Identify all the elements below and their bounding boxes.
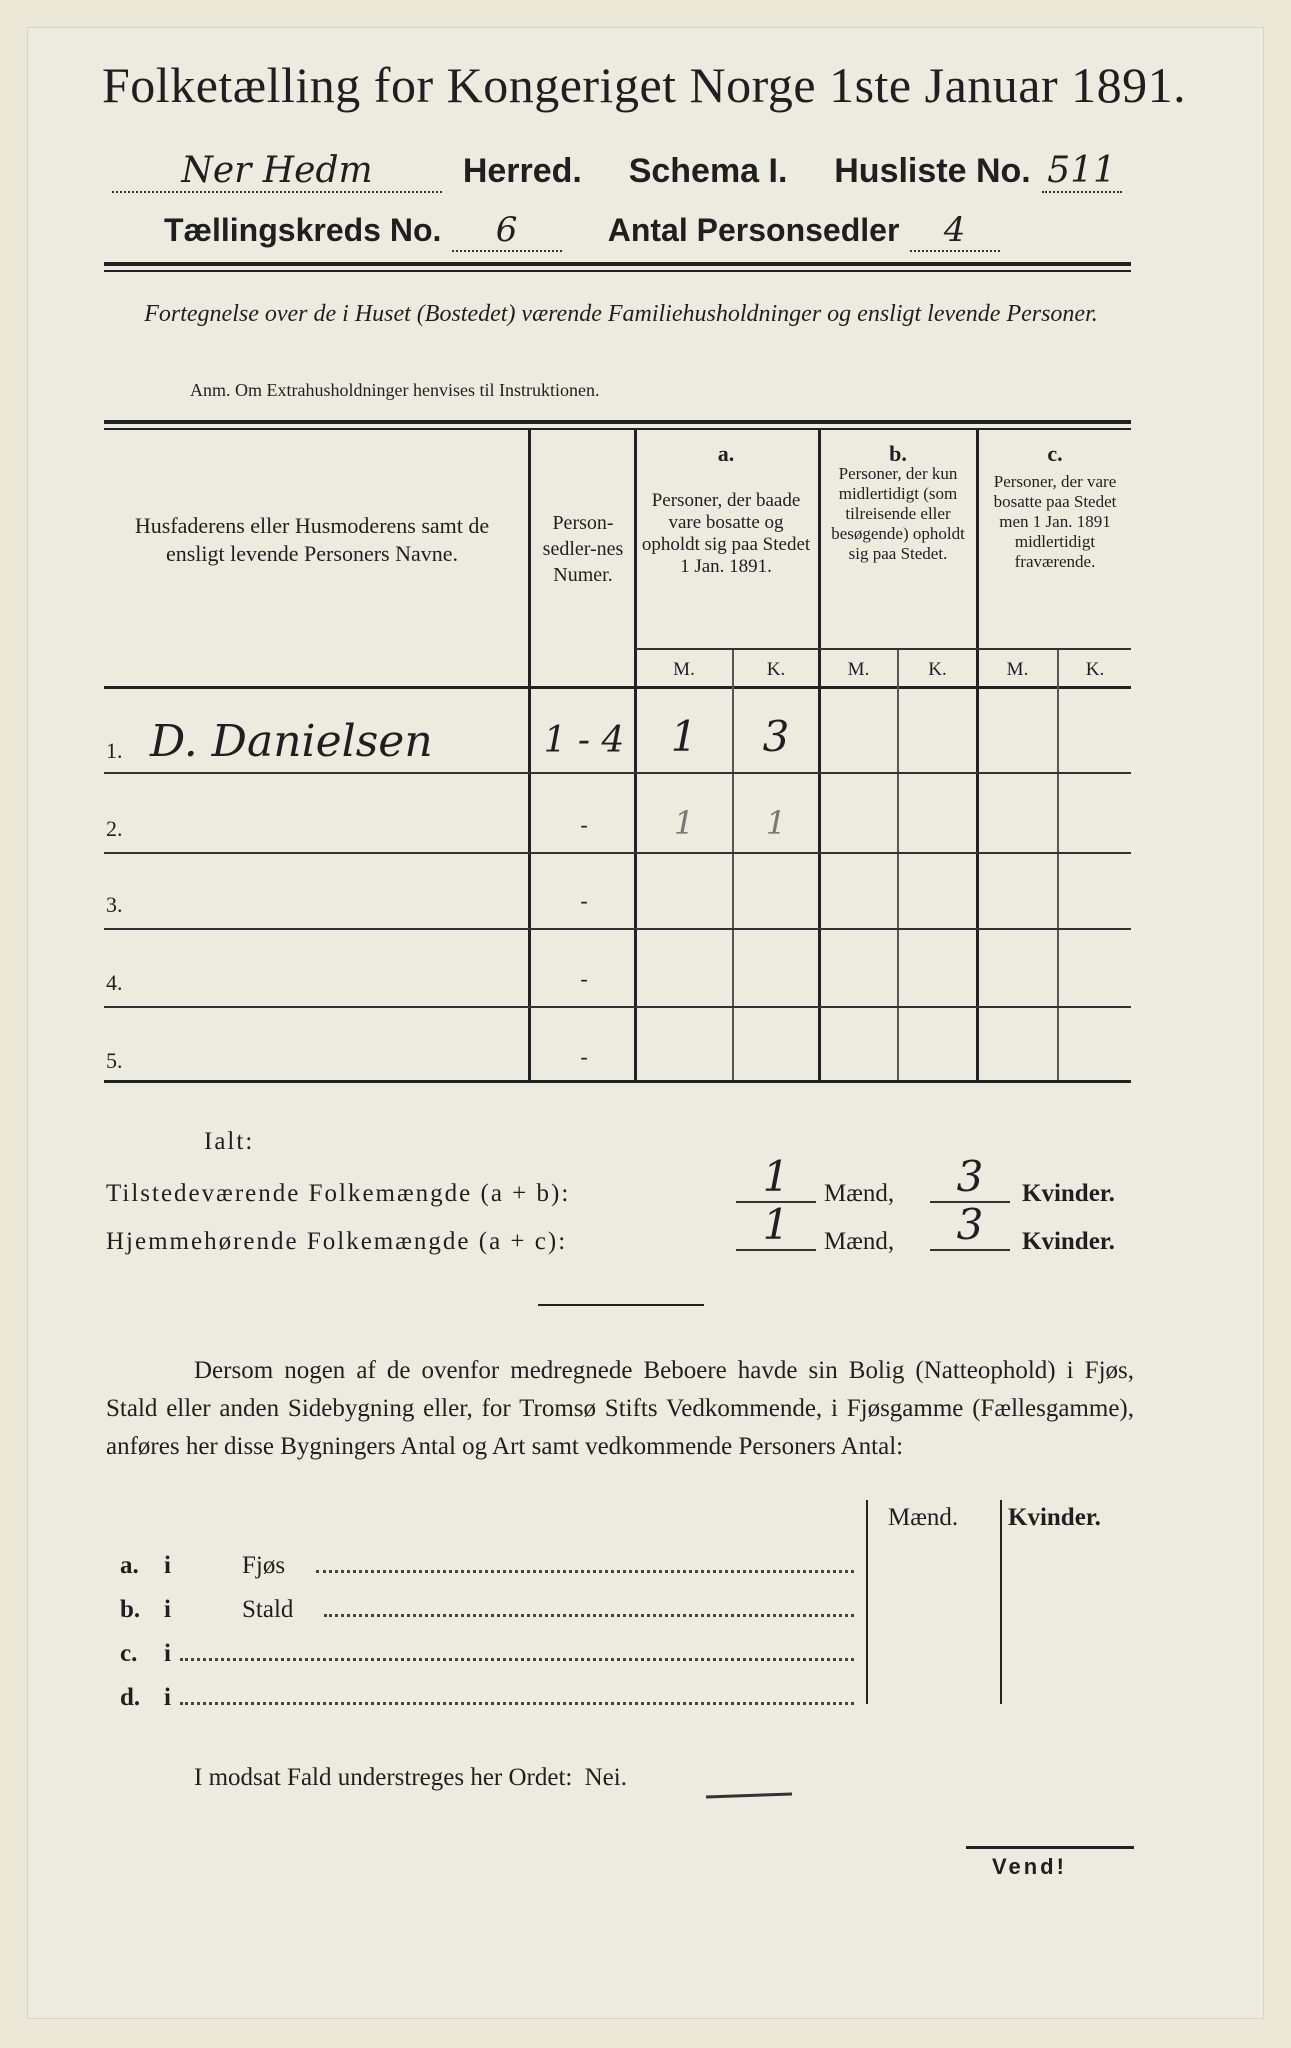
row-numer: - xyxy=(580,812,588,837)
building-leader xyxy=(316,1570,854,1573)
modsat-text xyxy=(194,1764,627,1792)
building-letter: a. xyxy=(120,1552,139,1579)
intro-text: Fortegnelse over de i Huset (Bostedet) værende Familiehusholdninger og ensligt levende Personer. xyxy=(144,301,1098,327)
modsat-label: I modsat Fald understreges her Ordet: xyxy=(194,1764,573,1791)
hjemme-maend-label: Mænd, xyxy=(824,1228,895,1255)
row-line-1 xyxy=(104,772,1131,774)
row-a-k: 3 xyxy=(762,712,790,761)
buildings-divider-1 xyxy=(866,1500,868,1704)
building-label: Fjøs xyxy=(242,1552,286,1579)
col-header-numer: Person-sedler-nes Numer. xyxy=(542,512,624,586)
row-line-3 xyxy=(104,928,1131,930)
tilstede-label: Tilstedeværende Folkemængde (a + b): xyxy=(106,1180,571,1207)
tilstede-kvinder-label: Kvinder. xyxy=(1022,1180,1115,1207)
col-divider-4 xyxy=(976,430,979,1082)
building-prefix: i xyxy=(164,1640,171,1667)
building-leader xyxy=(180,1702,854,1705)
sidebygning-paragraph: Dersom nogen af de ovenfor medregnede Beboere havde sin Bolig (Natteophold) i Fjøs, Stald eller anden Sidebygning eller, for Tromsø Stifts Vedkommende, i Fjøsgamme (Fællesgamme), anføres her disse Bygningers Antal og Art samt vedkommende Personers Antal: xyxy=(106,1357,1134,1460)
buildings-kvinder-header: Kvinder. xyxy=(1008,1504,1101,1531)
col-divider-3 xyxy=(818,430,821,1082)
herred-name: Ner Hedm xyxy=(112,150,442,193)
col-header-names: Husfaderens eller Husmoderens samt de ensligt levende Personers Navne. xyxy=(134,513,490,566)
col-header-c-letter: c. xyxy=(1047,441,1063,466)
col-header-b-letter: b. xyxy=(889,441,907,466)
header-rule-bottom xyxy=(104,270,1131,272)
col-header-b: Personer, der kun midlertidigt (som tilreisende eller besøgende) opholdt sig paa Stedet. xyxy=(831,464,965,563)
nei-word: Nei. xyxy=(584,1764,627,1791)
table-top-rule xyxy=(104,420,1131,424)
husliste-label: Husliste No. xyxy=(834,152,1031,190)
taellingskreds-line xyxy=(164,210,1000,252)
col-divider-b-mk xyxy=(897,650,899,1082)
vend-rule xyxy=(966,1846,1134,1849)
ialt-label: Ialt: xyxy=(204,1128,255,1155)
row-number: 3. xyxy=(106,892,123,917)
row-name: D. Danielsen xyxy=(150,716,433,767)
building-letter: c. xyxy=(120,1640,138,1667)
buildings-divider-2 xyxy=(1000,1500,1002,1704)
building-prefix: i xyxy=(164,1552,171,1579)
building-prefix: i xyxy=(164,1684,171,1711)
row-number: 4. xyxy=(106,970,123,995)
antal-value: 4 xyxy=(910,210,1000,252)
husliste-value: 511 xyxy=(1042,150,1122,193)
row-numer: - xyxy=(580,888,588,913)
herred-line xyxy=(112,150,1122,193)
row-line-2 xyxy=(104,852,1131,854)
building-letter: b. xyxy=(120,1596,141,1623)
col-a-m: M. xyxy=(673,659,695,680)
building-prefix: i xyxy=(164,1596,171,1623)
col-c-k: K. xyxy=(1085,659,1105,680)
herred-label: Herred. xyxy=(462,152,582,190)
row-numer: - xyxy=(580,966,588,991)
row-number: 1. xyxy=(106,738,123,763)
building-leader xyxy=(324,1614,854,1617)
col-c-m: M. xyxy=(1006,659,1029,680)
buildings-maend-header: Mænd. xyxy=(888,1504,959,1531)
header-rule-top xyxy=(104,262,1131,266)
mk-header-rule xyxy=(636,648,1131,650)
row-line-4 xyxy=(104,1006,1131,1008)
building-leader xyxy=(180,1658,854,1661)
row-numer: 1 - 4 xyxy=(543,720,625,761)
col-divider-1 xyxy=(528,430,531,1082)
building-letter: d. xyxy=(120,1684,141,1711)
anm-note: Anm. Om Extrahusholdninger henvises til Instruktionen. xyxy=(190,380,600,400)
antal-label: Antal Personsedler xyxy=(607,212,900,248)
row-number: 2. xyxy=(106,816,123,841)
tilstede-maend-label: Mænd, xyxy=(824,1180,895,1207)
col-header-c: Personer, der vare bosatte paa Stedet men 1 Jan. 1891 midlertidigt fraværende. xyxy=(993,472,1117,571)
col-a-k: K. xyxy=(766,659,786,680)
building-label: Stald xyxy=(242,1596,294,1623)
hjemme-label: Hjemmehørende Folkemængde (a + c): xyxy=(106,1228,568,1255)
row-a-m: 1 xyxy=(670,712,698,761)
row-a-m: 1 xyxy=(673,804,695,842)
col-divider-c-mk xyxy=(1057,650,1059,1082)
hjemme-kvinder-value: 3 xyxy=(930,1200,1010,1251)
col-b-k: K. xyxy=(928,659,947,680)
hjemme-kvinder-label: Kvinder. xyxy=(1022,1228,1115,1255)
col-header-a: Personer, der baade vare bosatte og opholdt sig paa Stedet 1 Jan. 1891. xyxy=(641,490,811,577)
row-number: 5. xyxy=(106,1048,123,1073)
taellingskreds-value: 6 xyxy=(452,210,562,252)
schema-label: Schema I. xyxy=(628,152,788,190)
row-a-k: 1 xyxy=(765,804,787,842)
col-b-m: M. xyxy=(847,659,870,680)
tilstede-kvinder-value: 3 xyxy=(930,1152,1010,1203)
col-header-a-letter: a. xyxy=(717,441,735,466)
separator-rule xyxy=(538,1304,704,1306)
hjemme-maend-value: 1 xyxy=(736,1200,816,1251)
table-bottom-rule xyxy=(104,1080,1131,1083)
tilstede-maend-value: 1 xyxy=(736,1152,816,1203)
taellingskreds-label: Tællingskreds No. xyxy=(164,212,442,248)
form-title: Folketælling for Kongeriget Norge 1ste Januar 1891. xyxy=(102,57,1187,113)
vend-text: Vend! xyxy=(992,1854,1067,1879)
row-numer: - xyxy=(580,1044,588,1069)
